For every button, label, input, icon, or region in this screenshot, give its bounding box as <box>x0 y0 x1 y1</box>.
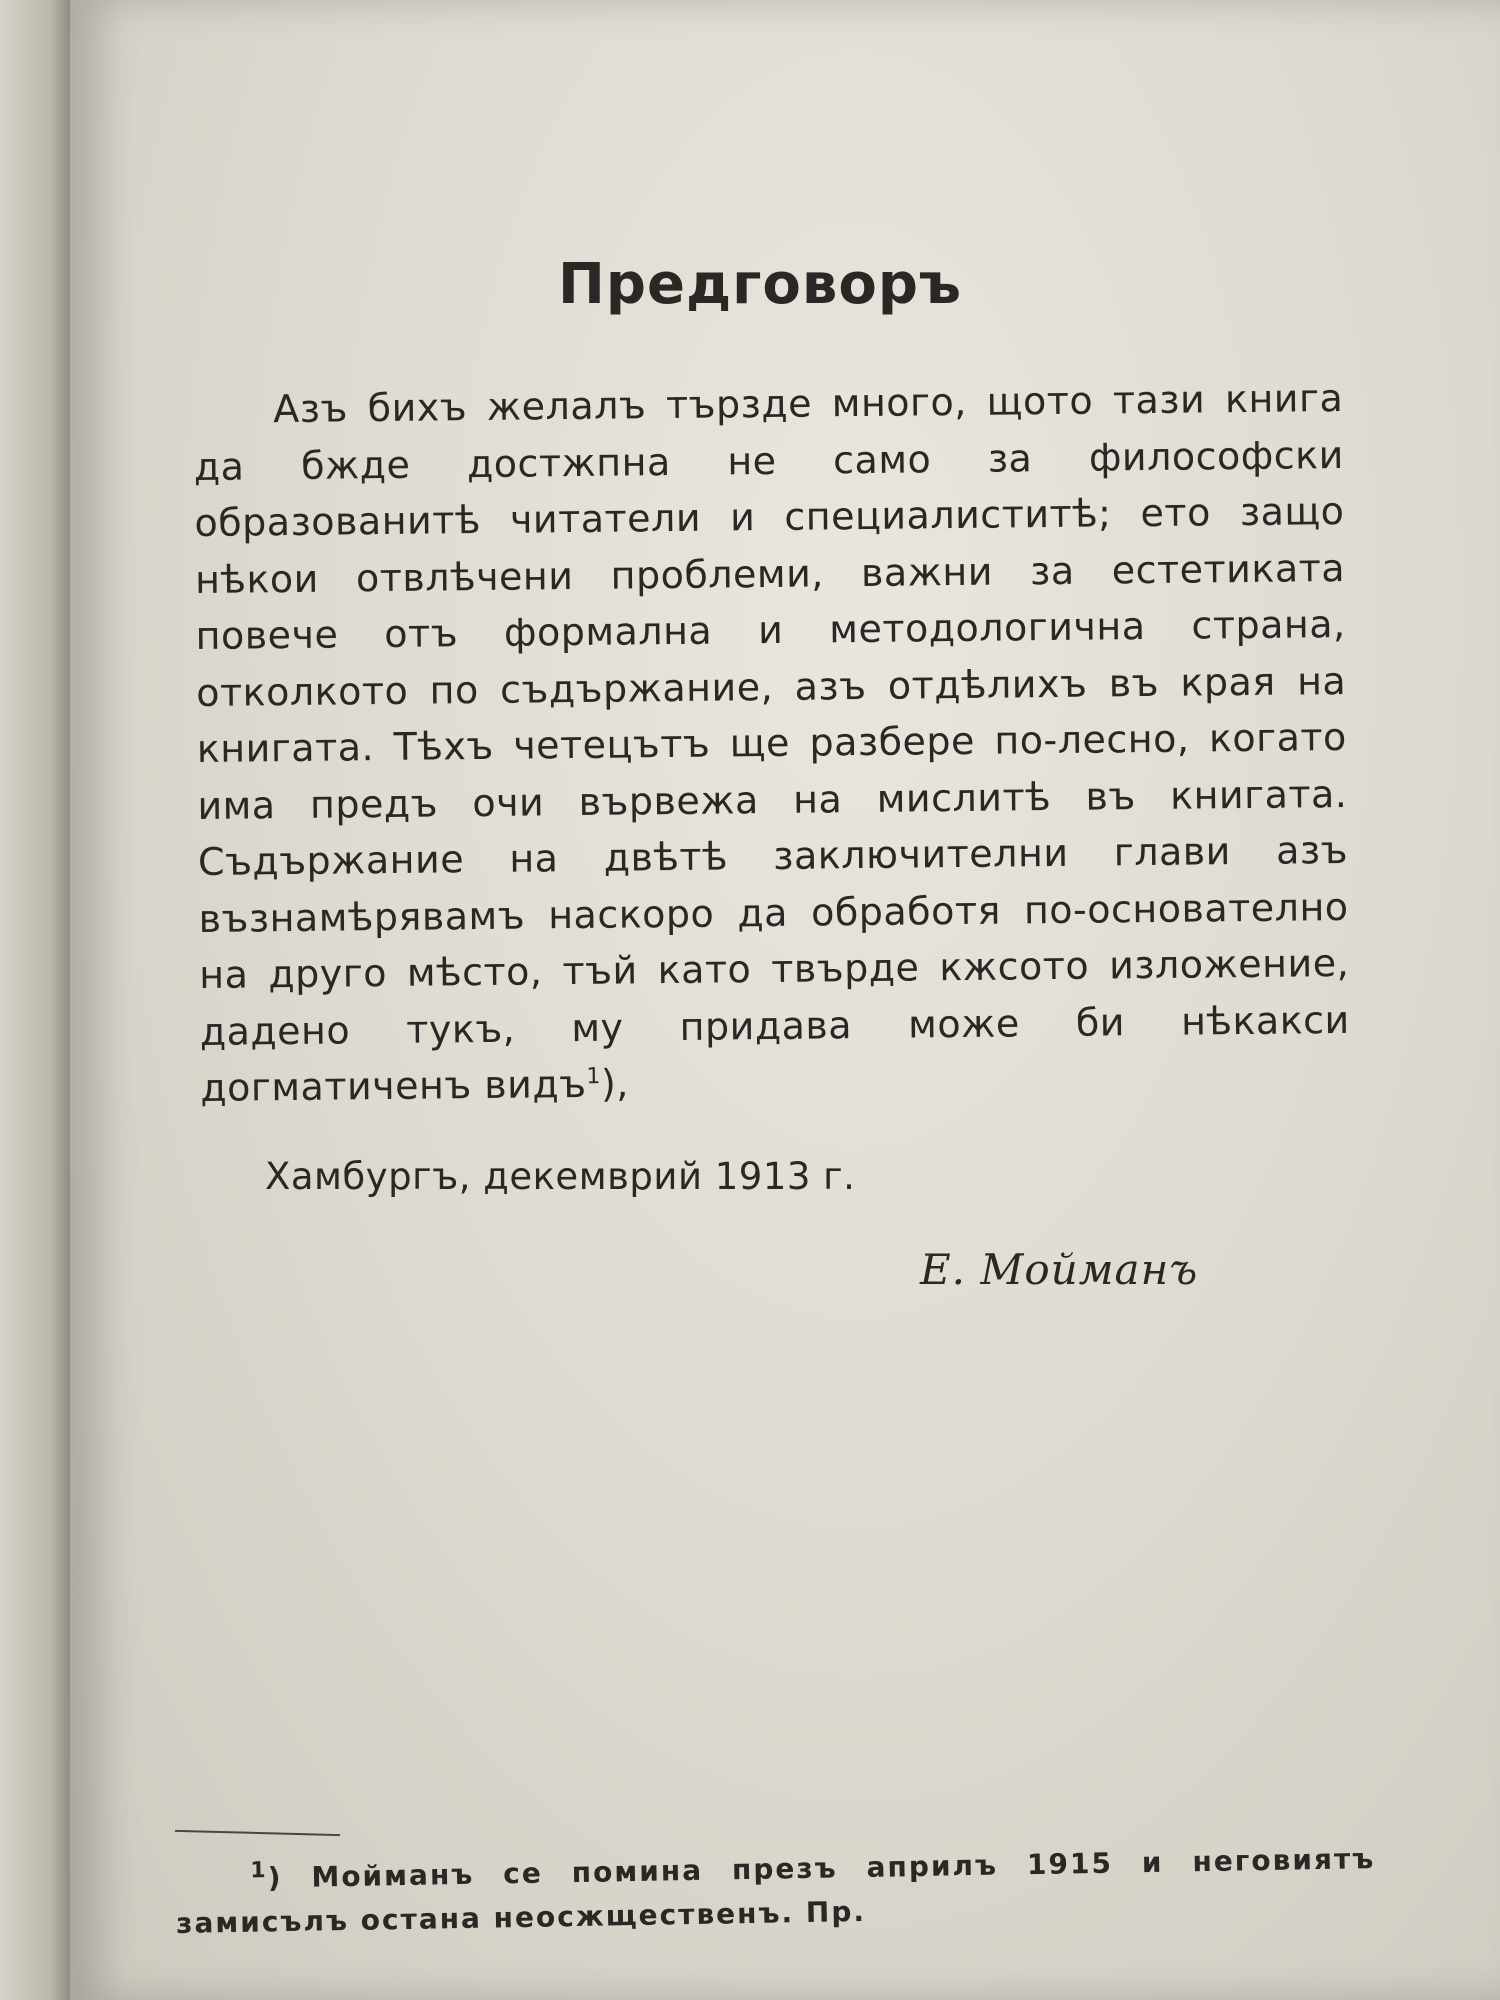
preface-paragraph <box>193 370 1351 1117</box>
footnote-paragraph <box>175 1837 1376 1946</box>
page-content <box>125 0 1376 2000</box>
book-page <box>70 0 1500 2000</box>
footnote <box>175 1837 1376 1946</box>
author-signature: Е. Мойманъ <box>920 1245 1199 1294</box>
page-title: Предговоръ <box>558 252 962 317</box>
footnote-divider <box>175 1830 340 1836</box>
paragraph-text: Азъ бихъ желалъ тързде много, щото тази книга да бжде достжпна не само за философски образованитѣ читатели и специалиститѣ; ето защо нѣкои отвлѣчени проблеми, важни за естетиката повече отъ формална и методологична страна, отколкото по съдържание, азъ отдѣлихъ въ края на книгата. Тѣхъ четецътъ ще разбере по-лесно, когато има предъ очи вървежа на мислитѣ въ книгата. Съдържание на двѣтѣ заключителни глави азъ възнамѣрявамъ наскоро да обработя по-основателно на друго мѣсто, тъй като твърде кжсото изложение, дадено тукъ, му придава може би нѣкакси догматиченъ видъ <box>193 375 1350 1110</box>
place-and-date: Хамбургъ, декемврий 1913 г. <box>265 1155 856 1198</box>
preface-body <box>193 370 1351 1117</box>
paragraph-end: ), <box>600 1061 630 1106</box>
footnote-reference: 1 <box>586 1064 602 1090</box>
footnote-text: ) Мойманъ се помина презъ априлъ 1915 и неговиятъ замисълъ остана неосжщественъ. Пр. <box>175 1842 1376 1940</box>
footnote-number: 1 <box>250 1858 268 1884</box>
